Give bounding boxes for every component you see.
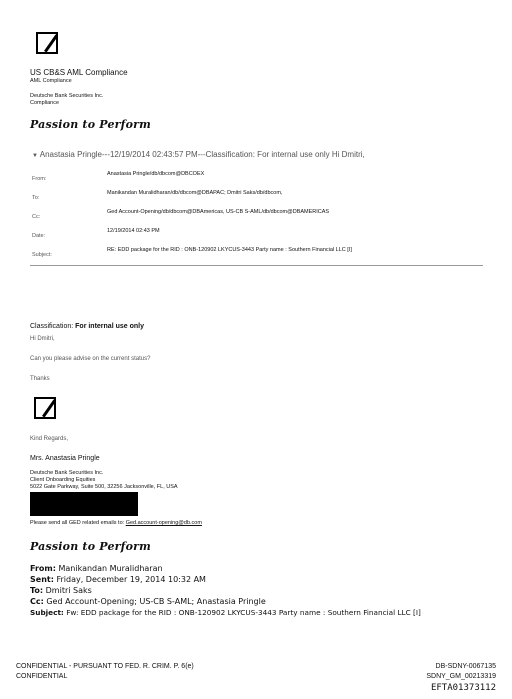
signature-line2: Client Onboarding Equities [30, 477, 96, 483]
thanks: Thanks [30, 376, 50, 382]
footer-left-line2: CONFIDENTIAL [16, 673, 68, 680]
field-label-cc: Cc: [32, 214, 41, 220]
footer-right-line3: EFTA01373112 [430, 683, 496, 693]
forward-sent-label: Sent: [30, 575, 54, 584]
header-org-line1: Deutsche Bank Securities Inc. [30, 93, 104, 99]
deutsche-bank-logo-icon-signature [34, 397, 56, 419]
field-value-to: Manikandan Muralidharan/db/dbcom@DBAPAC; Dmitri Saks/db/dbcom, [107, 190, 283, 196]
slogan-top: Passion to Perform [30, 118, 151, 131]
forward-to [30, 586, 92, 595]
greeting: Hi Dmitri, [30, 336, 55, 342]
footer-right-line1: DB-SDNY-0067135 [435, 663, 496, 670]
header-title: US CB&S AML Compliance [30, 68, 128, 77]
field-label-to: To: [32, 195, 40, 201]
collapse-triangle-icon: ▼ [32, 153, 38, 159]
field-value-date: 12/19/2014 02:43 PM [107, 228, 160, 234]
field-value-from: Anastasia Pringle/db/dbcom@DBCOEX [107, 171, 205, 177]
field-label-from: From: [32, 176, 47, 182]
field-value-cc: Ged Account-Opening/db/dbcom@DBAmericas, US-CB S-AML/db/dbcom@DBAMERICAS [107, 209, 330, 215]
redaction-bar [30, 492, 138, 516]
email-note-link[interactable]: Ged.account-opening@db.com [125, 520, 202, 526]
field-value-subject: RE: EDD package for the RID : ONB-120902 LKYCUS-3443 Party name : Southern Financial LLC [I] [107, 247, 352, 253]
forward-sent-value: Friday, December 19, 2014 10:32 AM [56, 575, 206, 584]
classification-value: For internal use only [75, 323, 144, 330]
forward-subject-value: Fw: EDD package for the RID : ONB-120902 LKYCUS-3443 Party name : Southern Financial LLC [I] [66, 608, 421, 617]
forward-cc-label: Cc: [30, 597, 44, 606]
classification-label: Classification: [30, 323, 74, 330]
forward-to-label: To: [30, 586, 44, 595]
signature-line1: Deutsche Bank Securities Inc. [30, 470, 104, 476]
email-note-prefix: Please send all GED related emails to: [30, 520, 125, 526]
forward-from [30, 564, 163, 573]
deutsche-bank-logo-icon [36, 32, 58, 54]
forward-subject [30, 608, 421, 617]
email-note [30, 520, 202, 526]
header-org-line2: Compliance [30, 100, 60, 106]
kind-regards: Kind Regards, [30, 436, 69, 442]
classification-line [30, 323, 144, 330]
header-subtitle: AML Compliance [30, 78, 72, 84]
email-summary-text: Anastasia Pringle---12/19/2014 02:43:57 PM---Classification: For internal use only Hi Dmitri, [39, 150, 365, 159]
forward-cc-value: Ged Account-Opening; US-CB S-AML; Anastasia Pringle [46, 597, 266, 606]
forward-from-value: Manikandan Muralidharan [58, 564, 163, 573]
forward-to-value: Dmitri Saks [45, 586, 92, 595]
footer-right-line2: SDNY_GM_00213319 [426, 673, 496, 680]
header-divider [30, 265, 483, 266]
signature-line3: 5022 Gate Parkway, Suite 500, 32256 Jacksonville, FL, USA [30, 484, 178, 490]
forward-from-label: From: [30, 564, 56, 573]
slogan-signature: Passion to Perform [30, 540, 151, 553]
email-summary [32, 150, 365, 159]
signature-name: Mrs. Anastasia Pringle [30, 455, 100, 462]
forward-subject-label: Subject: [30, 608, 64, 617]
forward-cc [30, 597, 266, 606]
question: Can you please advise on the current status? [30, 356, 151, 362]
forward-sent [30, 575, 206, 584]
field-label-subject: Subject: [32, 252, 52, 258]
field-label-date: Date: [32, 233, 46, 239]
footer-left-line1: CONFIDENTIAL - PURSUANT TO FED. R. CRIM. P. 6(e) [16, 663, 194, 670]
